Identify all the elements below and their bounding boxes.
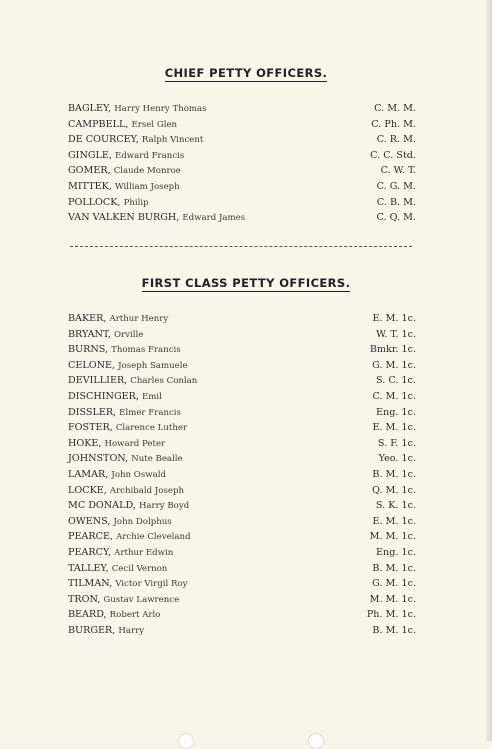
surname: VAN VALKEN BURGH, bbox=[68, 212, 180, 224]
given-names: Philip bbox=[123, 197, 149, 208]
crew-member-name bbox=[68, 389, 162, 406]
roster-row bbox=[68, 405, 416, 421]
roster-row bbox=[68, 576, 416, 592]
roster-row bbox=[68, 623, 416, 639]
crew-member-name bbox=[68, 311, 168, 328]
surname: DEVILLIER, bbox=[68, 375, 128, 387]
given-names: William Joseph bbox=[114, 181, 180, 192]
roster-row bbox=[68, 436, 416, 452]
heading-text: FIRST CLASS PETTY OFFICERS. bbox=[141, 276, 351, 290]
surname: TILMAN, bbox=[68, 578, 113, 590]
rating: M. M. 1c. bbox=[369, 593, 416, 605]
surname: LAMAR, bbox=[68, 468, 109, 480]
roster-row bbox=[68, 163, 416, 179]
given-names: Archie Cleveland bbox=[116, 532, 191, 543]
crew-member-name bbox=[68, 148, 184, 165]
page-edge bbox=[486, 0, 492, 741]
crew-member-name bbox=[68, 210, 245, 227]
section-heading-chief-petty-officers bbox=[0, 66, 492, 80]
given-names: Edward James bbox=[182, 213, 246, 224]
roster-row bbox=[68, 451, 416, 467]
crew-member-name bbox=[68, 420, 187, 437]
surname: PEARCY, bbox=[68, 546, 112, 558]
roster-list-first-class-petty-officers bbox=[68, 311, 416, 638]
crew-member-name bbox=[68, 451, 183, 468]
given-names: Thomas Francis bbox=[111, 345, 181, 356]
given-names: Howard Peter bbox=[104, 438, 166, 449]
rating: W. T. 1c. bbox=[376, 328, 416, 340]
surname: BURNS, bbox=[68, 344, 109, 356]
crew-member-name bbox=[68, 483, 184, 500]
surname: DISCHINGER, bbox=[68, 390, 139, 402]
rating: B. M. 1c. bbox=[372, 624, 416, 636]
roster-row bbox=[68, 117, 416, 133]
rating: E. M. 1c. bbox=[372, 422, 416, 434]
crew-member-name bbox=[68, 592, 179, 609]
given-names: Joseph Samuele bbox=[118, 360, 188, 371]
surname: BURGER, bbox=[68, 624, 116, 636]
crew-member-name bbox=[68, 498, 189, 515]
surname: CAMPBELL, bbox=[68, 118, 129, 130]
rating: Yeo. 1c. bbox=[378, 453, 416, 465]
given-names: Arthur Edwin bbox=[114, 547, 174, 558]
roster-row bbox=[68, 132, 416, 148]
surname: TALLEY, bbox=[68, 562, 109, 574]
surname: GINGLE, bbox=[68, 149, 112, 161]
crew-member-name bbox=[68, 436, 165, 453]
surname: DE COURCEY, bbox=[68, 134, 139, 146]
surname: PEARCE, bbox=[68, 531, 114, 543]
surname: DISSLER, bbox=[68, 406, 117, 418]
surname: GOMER, bbox=[68, 165, 111, 177]
given-names: Archibald Joseph bbox=[109, 485, 185, 496]
surname: BEARD, bbox=[68, 609, 107, 621]
crew-member-name bbox=[68, 163, 181, 180]
rating: B. M. 1c. bbox=[372, 562, 416, 574]
crew-member-name bbox=[68, 561, 167, 578]
given-names: Arthur Henry bbox=[109, 314, 169, 324]
rating: M. M. 1c. bbox=[369, 531, 416, 543]
roster-row bbox=[68, 311, 416, 327]
rating: C. Q. M. bbox=[376, 212, 416, 224]
surname: OWENS, bbox=[68, 515, 111, 527]
surname: CELONE, bbox=[68, 359, 116, 371]
given-names: Edward Francis bbox=[115, 150, 185, 161]
rating: C. R. M. bbox=[376, 134, 416, 146]
rating: Eng. 1c. bbox=[376, 406, 416, 418]
surname: LOCKE, bbox=[68, 484, 107, 496]
crew-member-name bbox=[68, 623, 144, 640]
given-names: Charles Conlan bbox=[130, 376, 198, 387]
given-names: Ersel Glen bbox=[131, 119, 178, 130]
surname: BAKER, bbox=[68, 313, 107, 324]
surname: JOHNSTON, bbox=[68, 453, 129, 465]
binder-hole bbox=[308, 733, 324, 749]
rating: E. M. 1c. bbox=[372, 313, 416, 324]
roster-row bbox=[68, 467, 416, 483]
crew-member-name bbox=[68, 405, 181, 422]
crew-member-name bbox=[68, 576, 187, 593]
crew-member-name bbox=[68, 117, 177, 134]
given-names: Clarence Luther bbox=[115, 423, 188, 434]
roster-row bbox=[68, 101, 416, 117]
rating: B. M. 1c. bbox=[372, 468, 416, 480]
binder-hole bbox=[178, 733, 194, 749]
crew-member-name bbox=[68, 529, 191, 546]
given-names: Emil bbox=[141, 391, 162, 402]
rating: C. W. T. bbox=[380, 165, 416, 177]
roster-row bbox=[68, 483, 416, 499]
rating: S. K. 1c. bbox=[375, 500, 416, 512]
given-names: Ralph Vincent bbox=[141, 135, 204, 146]
crew-member-name bbox=[68, 342, 181, 359]
crew-member-name bbox=[68, 514, 172, 531]
roster-row bbox=[68, 389, 416, 405]
roster-row bbox=[68, 179, 416, 195]
rating: Ph. M. 1c. bbox=[366, 609, 416, 621]
crew-member-name bbox=[68, 132, 203, 149]
given-names: John Dolphus bbox=[113, 516, 172, 527]
crew-member-name bbox=[68, 545, 173, 562]
roster-row bbox=[68, 545, 416, 561]
given-names: John Oswald bbox=[111, 469, 166, 480]
rating: C. Ph. M. bbox=[371, 118, 416, 130]
given-names: Victor Virgil Roy bbox=[115, 579, 188, 590]
roster-row bbox=[68, 342, 416, 358]
rating: C. G. M. bbox=[376, 180, 416, 192]
crew-member-name bbox=[68, 179, 180, 196]
crew-member-name bbox=[68, 467, 166, 484]
rating: S. F. 1c. bbox=[377, 437, 416, 449]
surname: MC DONALD, bbox=[68, 500, 136, 512]
heading-text: CHIEF PETTY OFFICERS. bbox=[164, 66, 328, 80]
surname: HOKE, bbox=[68, 437, 102, 449]
rating: S. C. 1c. bbox=[376, 375, 416, 387]
crew-member-name bbox=[68, 373, 197, 390]
given-names: Harry bbox=[118, 625, 145, 636]
given-names: Gustav Lawrence bbox=[103, 594, 180, 605]
surname: FOSTER, bbox=[68, 422, 113, 434]
given-names: Harry Boyd bbox=[138, 501, 190, 512]
surname: TRON, bbox=[68, 593, 101, 605]
rating: C. M. 1c. bbox=[372, 390, 416, 402]
rating: C. C. Std. bbox=[370, 149, 416, 161]
given-names: Nute Bealle bbox=[131, 454, 183, 465]
roster-row bbox=[68, 420, 416, 436]
rating: C. M. M. bbox=[374, 103, 416, 114]
given-names: Elmer Francis bbox=[119, 407, 181, 418]
roster-row bbox=[68, 195, 416, 211]
roster-row bbox=[68, 358, 416, 374]
roster-row bbox=[68, 373, 416, 389]
surname: BRYANT, bbox=[68, 328, 111, 340]
section-divider bbox=[70, 246, 412, 247]
rating: C. B. M. bbox=[376, 196, 416, 208]
surname: POLLOCK, bbox=[68, 196, 121, 208]
crew-member-name bbox=[68, 101, 207, 118]
roster-row bbox=[68, 327, 416, 343]
crew-member-name bbox=[68, 358, 188, 375]
rating: E. M. 1c. bbox=[372, 515, 416, 527]
given-names: Claude Monroe bbox=[113, 166, 181, 177]
roster-row bbox=[68, 529, 416, 545]
roster-row bbox=[68, 592, 416, 608]
rating: Eng. 1c. bbox=[376, 546, 416, 558]
rating: Bmkr. 1c. bbox=[369, 344, 416, 356]
roster-row bbox=[68, 498, 416, 514]
crew-member-name bbox=[68, 195, 149, 212]
given-names: Harry Henry Thomas bbox=[114, 104, 207, 114]
given-names: Cecil Vernon bbox=[111, 563, 168, 574]
given-names: Orville bbox=[114, 329, 144, 340]
roster-row bbox=[68, 210, 416, 226]
roster-row bbox=[68, 148, 416, 164]
roster-row bbox=[68, 561, 416, 577]
crew-member-name bbox=[68, 607, 160, 624]
rating: G. M. 1c. bbox=[372, 578, 416, 590]
rating: Q. M. 1c. bbox=[372, 484, 416, 496]
surname: BAGLEY, bbox=[68, 103, 112, 114]
roster-row bbox=[68, 514, 416, 530]
rating: G. M. 1c. bbox=[372, 359, 416, 371]
crew-member-name bbox=[68, 327, 143, 344]
section-heading-first-class-petty-officers bbox=[0, 276, 492, 290]
roster-list-chief-petty-officers bbox=[68, 101, 416, 226]
given-names: Robert Arlo bbox=[109, 610, 161, 621]
roster-row bbox=[68, 607, 416, 623]
surname: MITTEK, bbox=[68, 180, 112, 192]
